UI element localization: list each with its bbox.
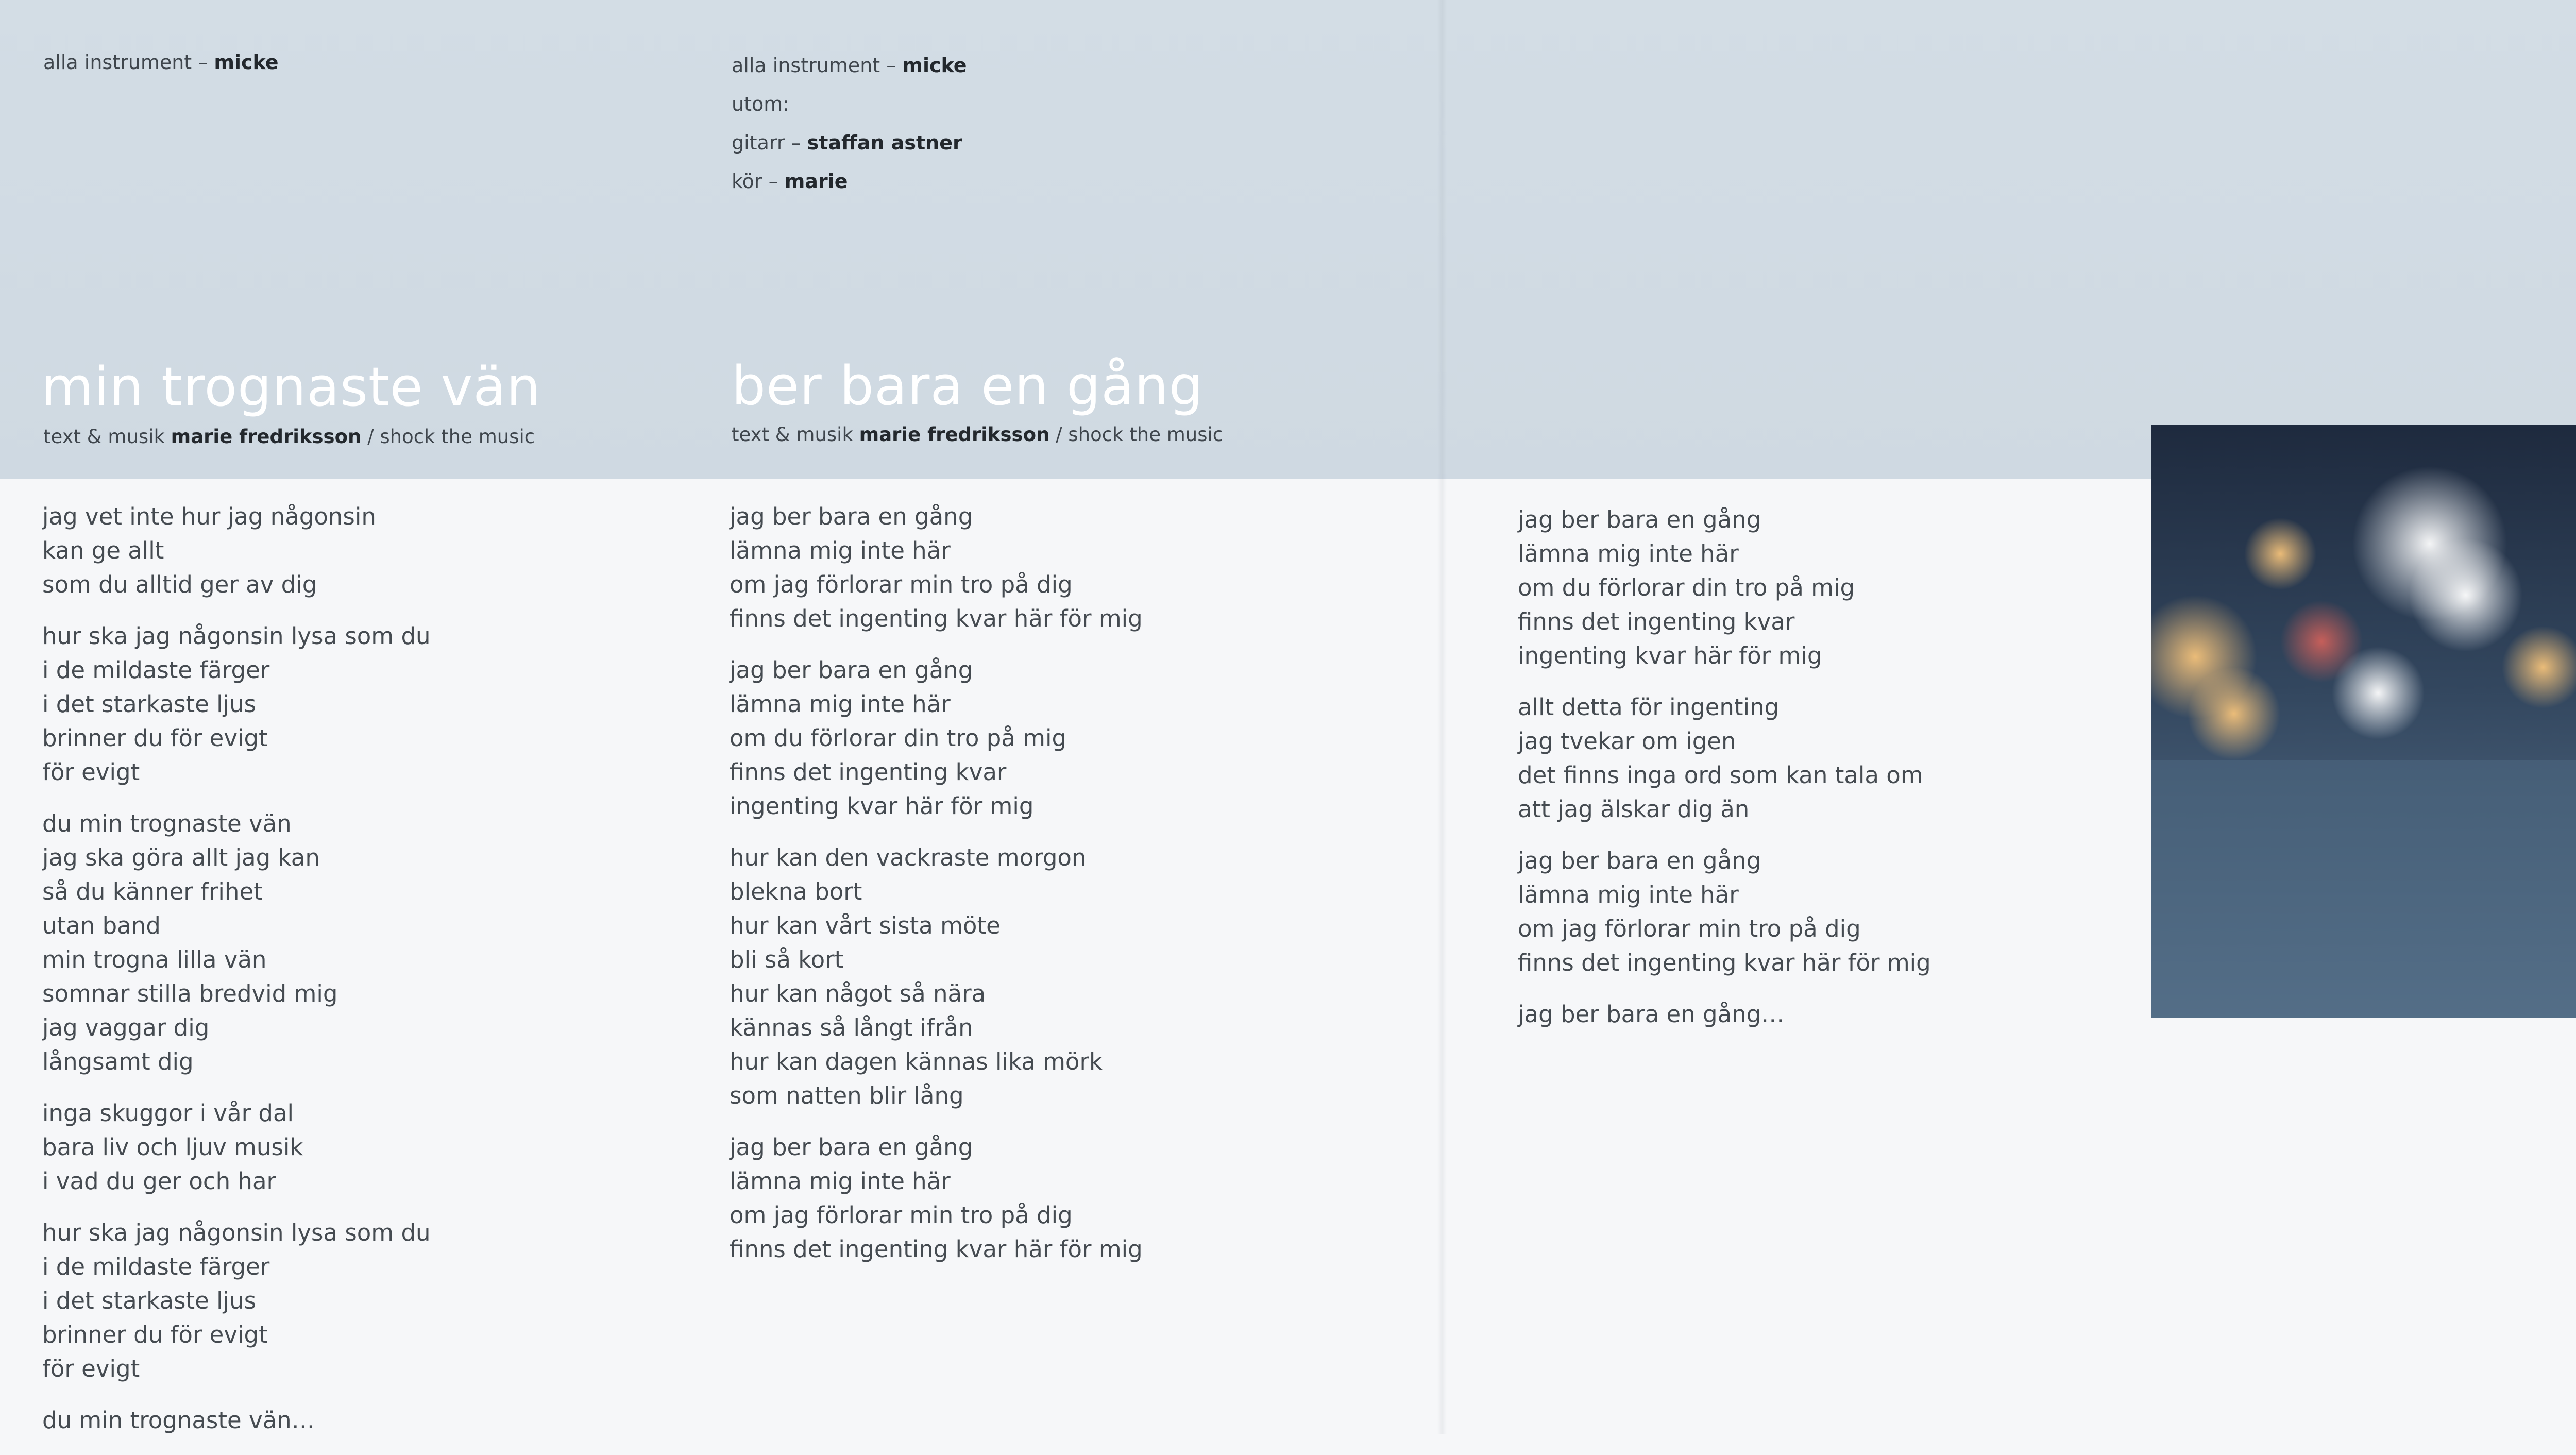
byline-prefix: text & musik — [732, 424, 853, 446]
lyric-stanza — [1518, 690, 1931, 826]
lyric-stanza — [42, 1403, 431, 1437]
lyric-line: jag vaggar dig — [42, 1014, 210, 1041]
lyric-line: om jag förlorar min tro på dig — [730, 571, 1073, 598]
lyric-stanza — [42, 1216, 431, 1386]
lyric-line: ingenting kvar här för mig — [730, 792, 1034, 820]
credit-line — [732, 46, 967, 85]
lyric-line: min trogna lilla vän — [42, 946, 267, 973]
lyric-line: lämna mig inte här — [1518, 540, 1739, 567]
lyric-line: jag ber bara en gång — [1518, 847, 1761, 874]
lyric-line: hur ska jag någonsin lysa som du — [42, 1219, 431, 1246]
credit-role: utom: — [732, 93, 790, 115]
credit-role: alla instrument – — [732, 54, 896, 77]
credit-name: marie — [784, 170, 848, 193]
lyric-line: lämna mig inte här — [730, 690, 951, 718]
lyric-stanza — [42, 1096, 431, 1198]
lyric-line: i de mildaste färger — [42, 656, 270, 684]
song-title: ber bara en gång — [732, 354, 1204, 417]
left-credits — [43, 43, 279, 82]
lyric-line: lämna mig inte här — [1518, 881, 1739, 908]
lyric-line: finns det ingenting kvar här för mig — [1518, 949, 1931, 976]
song-byline — [43, 426, 535, 448]
lyric-stanza — [42, 807, 431, 1079]
lyric-line: hur kan något så nära — [730, 980, 986, 1007]
lyric-line: lämna mig inte här — [730, 537, 951, 564]
lyric-line: inga skuggor i vår dal — [42, 1099, 294, 1127]
credit-name: micke — [902, 54, 967, 77]
song-title: min trognaste vän — [41, 356, 541, 418]
byline-suffix: / shock the music — [367, 426, 535, 448]
credit-line — [732, 162, 967, 201]
lyric-line: kännas så långt ifrån — [730, 1014, 973, 1041]
lyric-line: jag ska göra allt jag kan — [42, 844, 320, 871]
lyric-line: jag tvekar om igen — [1518, 728, 1736, 755]
lyric-line: i de mildaste färger — [42, 1253, 270, 1280]
lyric-line: för evigt — [42, 758, 140, 786]
lyric-line: bli så kort — [730, 946, 844, 973]
credit-name: micke — [214, 51, 279, 74]
lyric-line: hur ska jag någonsin lysa som du — [42, 622, 431, 650]
lyric-line: jag ber bara en gång — [1518, 506, 1761, 533]
lyric-line: det finns inga ord som kan tala om — [1518, 762, 1923, 789]
lyric-line: hur kan vårt sista möte — [730, 912, 1001, 939]
lyrics-right — [1518, 503, 1931, 1049]
lyric-line: brinner du för evigt — [42, 724, 268, 752]
credit-line — [732, 85, 967, 124]
lyric-line: finns det ingenting kvar — [730, 758, 1007, 786]
lyric-line: utan band — [42, 912, 161, 939]
lyric-line: långsamt dig — [42, 1048, 194, 1075]
lyric-stanza — [730, 1130, 1143, 1266]
lyric-line: finns det ingenting kvar — [1518, 608, 1795, 635]
song-byline — [732, 424, 1223, 446]
lyric-line: hur kan dagen kännas lika mörk — [730, 1048, 1103, 1075]
lyric-line: jag ber bara en gång — [730, 503, 973, 530]
lyrics-middle — [730, 500, 1143, 1284]
lyric-line: ingenting kvar här för mig — [1518, 642, 1822, 669]
lyric-stanza — [730, 653, 1143, 823]
lyric-line: allt detta för ingenting — [1518, 693, 1780, 721]
lyric-line: för evigt — [42, 1355, 140, 1382]
lyric-line: bara liv och ljuv musik — [42, 1133, 303, 1161]
lyric-line: hur kan den vackraste morgon — [730, 844, 1087, 871]
lyric-line: så du känner frihet — [42, 878, 263, 905]
lyric-stanza — [42, 619, 431, 789]
credit-role: alla instrument – — [43, 51, 208, 74]
lyric-stanza — [42, 500, 431, 602]
lyric-line: du min trognaste vän — [42, 810, 292, 837]
lyric-line: blekna bort — [730, 878, 862, 905]
lyric-line: finns det ingenting kvar här för mig — [730, 605, 1143, 632]
lyric-line: om jag förlorar min tro på dig — [730, 1202, 1073, 1229]
lyrics-left — [42, 500, 431, 1455]
lyric-line: om jag förlorar min tro på dig — [1518, 915, 1861, 942]
credit-name: staffan astner — [807, 131, 962, 154]
lyric-line: om du förlorar din tro på mig — [730, 724, 1067, 752]
lyric-line: i det starkaste ljus — [42, 690, 257, 718]
lyric-stanza — [1518, 503, 1931, 673]
byline-name: marie fredriksson — [171, 426, 362, 448]
lyric-line: kan ge allt — [42, 537, 164, 564]
lyric-line: i det starkaste ljus — [42, 1287, 257, 1314]
lyric-stanza — [1518, 844, 1931, 980]
lyric-stanza — [1518, 997, 1931, 1031]
lyric-line: jag ber bara en gång — [730, 1133, 973, 1161]
lyric-line: brinner du för evigt — [42, 1321, 268, 1348]
lyric-line: i vad du ger och har — [42, 1168, 277, 1195]
byline-suffix: / shock the music — [1056, 424, 1224, 446]
lyric-line: lämna mig inte här — [730, 1168, 951, 1195]
middle-credits — [732, 46, 967, 201]
lyric-line: jag vet inte hur jag någonsin — [42, 503, 376, 530]
lyric-line: om du förlorar din tro på mig — [1518, 574, 1855, 601]
lyric-stanza — [730, 841, 1143, 1113]
byline-name: marie fredriksson — [859, 424, 1050, 446]
credit-role: gitarr – — [732, 131, 801, 154]
credit-role: kör – — [732, 170, 778, 193]
lyric-line: att jag älskar dig än — [1518, 796, 1750, 823]
lyric-line: som du alltid ger av dig — [42, 571, 317, 598]
credit-line — [43, 43, 279, 82]
lyric-line: somnar stilla bredvid mig — [42, 980, 338, 1007]
lyric-line: du min trognaste vän… — [42, 1407, 315, 1434]
lyric-line: som natten blir lång — [730, 1082, 964, 1109]
portrait-photo — [2151, 425, 2576, 1018]
lyric-stanza — [730, 500, 1143, 636]
lyric-line: jag ber bara en gång — [730, 656, 973, 684]
credit-line — [732, 124, 967, 162]
lyric-line: finns det ingenting kvar här för mig — [730, 1236, 1143, 1263]
lyric-line: jag ber bara en gång… — [1518, 1001, 1785, 1028]
byline-prefix: text & musik — [43, 426, 165, 448]
page-fold — [1437, 0, 1447, 1434]
